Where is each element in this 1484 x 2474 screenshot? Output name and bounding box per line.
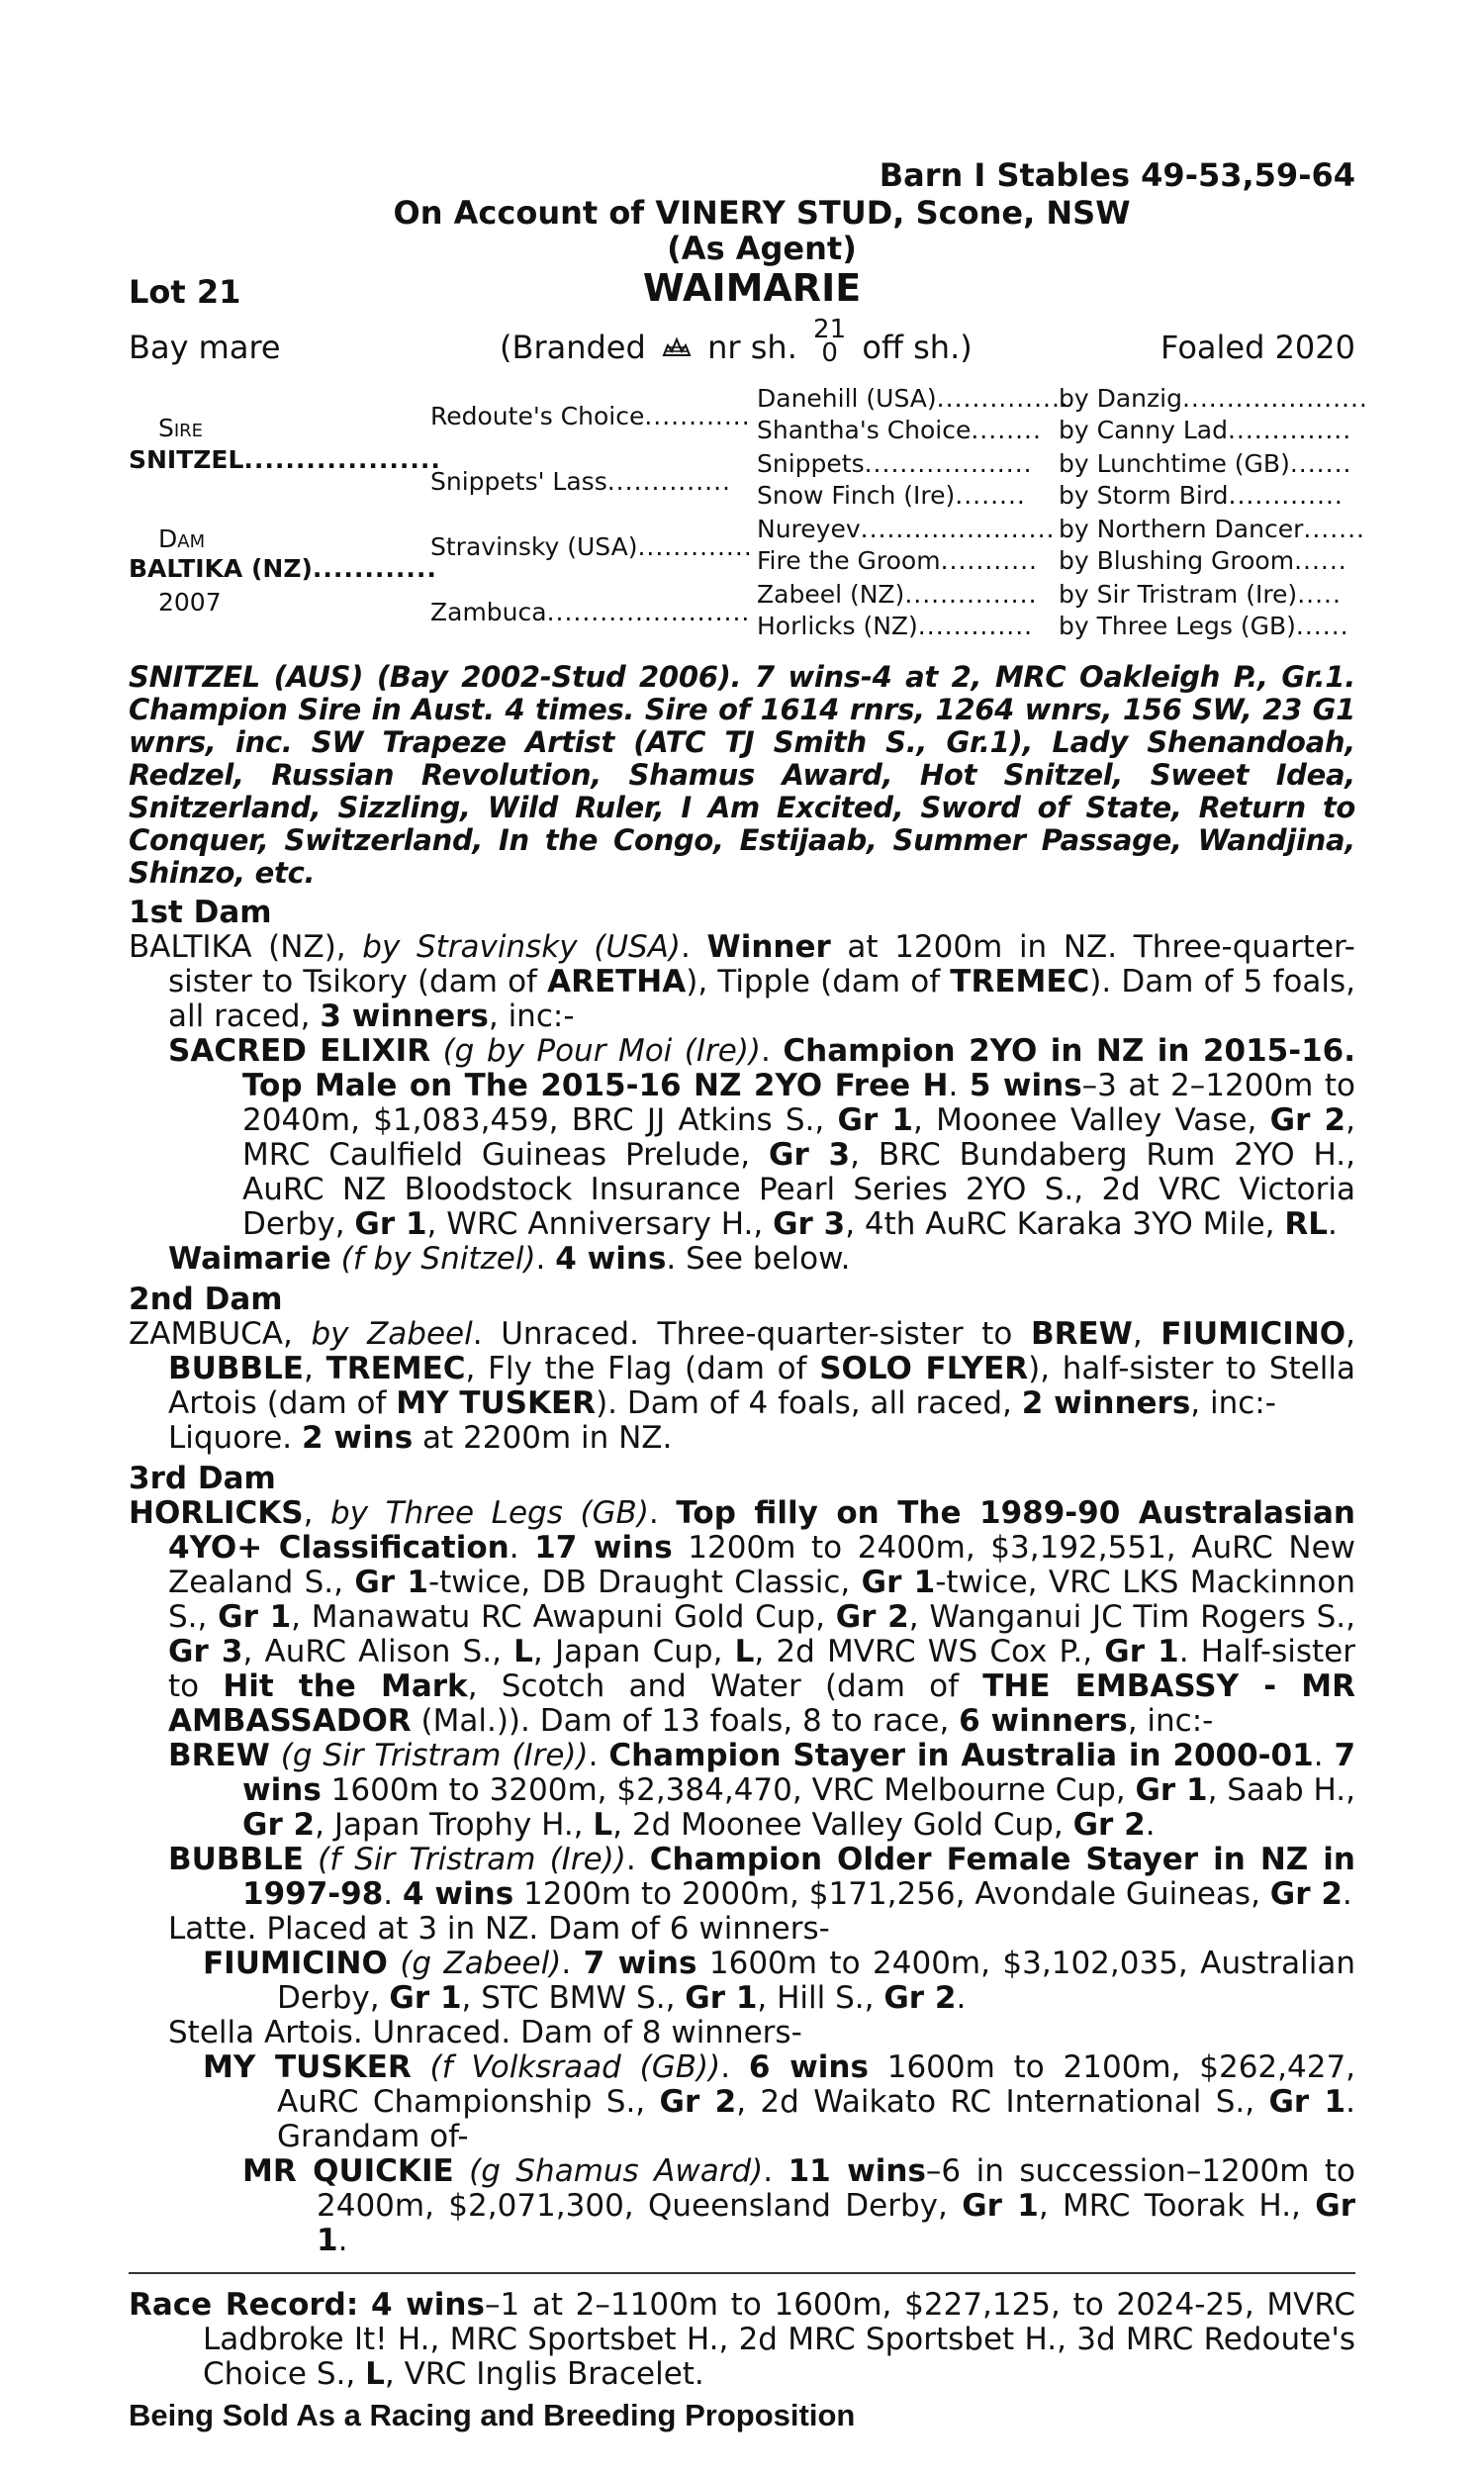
section-divider: [129, 2272, 1355, 2274]
txt: L: [365, 2356, 385, 2392]
first-dam-heading: 1st Dam: [129, 895, 272, 930]
txt: ZAMBUCA,: [129, 1316, 312, 1352]
txt: .: [956, 1980, 967, 2016]
txt: Liquore.: [168, 1420, 303, 1456]
race-record: [129, 2288, 1355, 2392]
txt: [388, 1946, 400, 1981]
ggp-6-by: by Blushing Groom......: [1059, 546, 1347, 575]
txt: BREW: [168, 1738, 270, 1773]
txt: 11 wins: [788, 2153, 926, 2189]
txt: , inc:-: [1190, 1385, 1276, 1421]
txt: . Unraced. Three-quarter-sister to: [472, 1316, 1031, 1352]
txt: Gr 1: [861, 1565, 936, 1600]
txt: MR QUICKIE: [242, 2153, 454, 2189]
brand-near: nr sh.: [707, 329, 797, 366]
ggp-5: Nureyev......................: [757, 515, 1056, 543]
txt: .: [1145, 1807, 1156, 1843]
brand-mark-icon: [660, 333, 694, 359]
txt: , Manawatu RC Awapuni Gold Cup,: [291, 1599, 836, 1635]
txt: ). Dam of 5 foals, all raced,: [168, 964, 1355, 1034]
txt: Gr 3: [769, 1137, 851, 1173]
ggp-3-by-text: by Lunchtime (GB): [1059, 449, 1290, 478]
txt: (g Sir Tristram (Ire)): [280, 1738, 589, 1773]
latte-entry: Latte. Placed at 3 in NZ. Dam of 6 winners-: [168, 1911, 830, 1947]
txt: , MRC Toorak H.,: [1038, 2188, 1316, 2224]
txt: [304, 1842, 318, 1877]
txt: , Moonee Valley Vase,: [913, 1102, 1270, 1138]
txt: ), Tipple (dam of: [686, 964, 951, 999]
brand-off: off sh.): [862, 329, 973, 366]
txt: 3 winners: [320, 999, 489, 1034]
txt: TREMEC: [325, 1351, 466, 1386]
txt: 7 wins: [583, 1946, 697, 1981]
fiumicino-entry: [129, 1947, 1355, 2016]
txt: 4 wins: [370, 2287, 485, 2323]
txt: 6 wins: [748, 2049, 869, 2085]
txt: .: [535, 1241, 556, 1277]
txt: BUBBLE: [168, 1842, 304, 1877]
ggp-5-by-text: by Northern Dancer: [1059, 515, 1304, 543]
txt: Champion 2YO in NZ in 2015-16. Top Male on The 2015-16 NZ 2YO Free H: [242, 1033, 1355, 1103]
txt: .: [588, 1738, 609, 1773]
txt: ). Dam of 4 foals, all raced,: [596, 1385, 1022, 1421]
ggp-4-by: by Storm Bird.............: [1059, 481, 1344, 510]
txt: 7 wins: [242, 1738, 1356, 1808]
txt: , VRC Inglis Bracelet.: [384, 2356, 704, 2392]
txt: [331, 1241, 341, 1277]
txt: Gr 1: [962, 2188, 1039, 2224]
bubble-entry: [129, 1843, 1355, 1912]
txt: ,: [304, 1351, 326, 1386]
dam-sire-text: Stravinsky (USA): [430, 532, 638, 561]
txt: TREMEC: [950, 964, 1090, 999]
ggp-8-by-text: by Three Legs (GB): [1059, 612, 1296, 640]
ggp-2-name: Shantha's Choice: [757, 416, 972, 444]
txt: Gr 3: [168, 1634, 243, 1669]
txt: 6 winners: [959, 1703, 1128, 1739]
sire-name: SNITZEL...................: [129, 445, 441, 474]
txt: .: [948, 1068, 970, 1103]
txt: (g Zabeel): [400, 1946, 562, 1981]
txt: Gr 2: [1072, 1807, 1146, 1843]
ggp-3: Snippets...................: [757, 449, 1033, 478]
txt: , Wanganui JC Tim Rogers S.,: [908, 1599, 1355, 1635]
ggp-8-by: by Three Legs (GB)......: [1059, 612, 1349, 640]
sire-dam: Snippets' Lass..............: [430, 467, 731, 496]
txt: 1200m to 2400m, $3,192,551, AuRC New Zealand S.,: [168, 1530, 1355, 1600]
ggp-1-by-text: by Danzig: [1059, 384, 1182, 413]
ggp-8: Horlicks (NZ).............: [757, 612, 1034, 640]
ggp-1-by: by Danzig.....................: [1059, 384, 1368, 413]
txt: THE EMBASSY - MR AMBASSADOR: [168, 1668, 1355, 1739]
txt: (f Sir Tristram (Ire)): [318, 1842, 626, 1877]
txt: Gr 1: [317, 2188, 1355, 2258]
txt: , Scotch and Water (dam of: [467, 1668, 983, 1704]
second-dam-entry: [129, 1317, 1355, 1421]
ggp-6-by-text: by Blushing Groom: [1059, 546, 1295, 575]
liquore-entry: [129, 1421, 1355, 1456]
ggp-3-by: by Lunchtime (GB).......: [1059, 449, 1352, 478]
txt: , STC BMW S.,: [461, 1980, 686, 2016]
txt: Gr 1: [354, 1565, 428, 1600]
first-dam-entry: [129, 930, 1355, 1034]
txt: Gr 2: [835, 1599, 909, 1635]
ggp-8-name: Horlicks (NZ): [757, 612, 918, 640]
txt: Winner: [706, 929, 831, 965]
dam-name-text: BALTIKA (NZ): [129, 554, 313, 583]
txt: 4 wins: [555, 1241, 667, 1277]
txt: MY TUSKER: [396, 1385, 597, 1421]
txt: Waimarie: [168, 1241, 331, 1277]
txt: FIUMICINO: [1160, 1316, 1346, 1352]
sire-dam-text: Snippets' Lass: [430, 467, 607, 496]
txt: L: [734, 1634, 755, 1669]
txt: [454, 2153, 469, 2189]
dam-dam: Zambuca.......................: [430, 598, 751, 626]
txt: by Zabeel: [311, 1316, 473, 1352]
txt: , WRC Anniversary H.,: [426, 1206, 774, 1242]
txt: , Japan Cup,: [532, 1634, 735, 1669]
txt: , 2d Waikato RC International S.,: [736, 2084, 1269, 2120]
pedigree-table: [129, 384, 1368, 653]
sale-proposition: Being Sold As a Racing and Breeding Proposition: [129, 2398, 856, 2432]
ggp-5-name: Nureyev: [757, 515, 861, 543]
txt: FIUMICINO: [203, 1946, 388, 1981]
txt: Gr 2: [659, 2084, 737, 2120]
txt: . See below.: [666, 1241, 851, 1277]
txt: .: [720, 2049, 749, 2085]
txt: Race Record:: [129, 2287, 359, 2323]
txt: BUBBLE: [168, 1351, 304, 1386]
txt: –1 at 2–1100m to 1600m, $227,125, to 2024-25, MVRC Ladbroke It! H., MRC Sportsbet H., 2d MRC Sportsbet H., 3d MRC Redoute's Choice S.,: [203, 2287, 1356, 2392]
brand-info: [500, 315, 973, 368]
txt: , AuRC Alison S.,: [242, 1634, 514, 1669]
txt: , 2d MVRC WS Cox P.,: [754, 1634, 1105, 1669]
txt: –6 in succession–1200m to 2400m, $2,071,300, Queensland Derby,: [317, 2153, 1356, 2224]
txt: Gr 1: [354, 1206, 427, 1242]
txt: Gr 1: [389, 1980, 462, 2016]
txt: -twice, DB Draught Classic,: [427, 1565, 862, 1600]
txt: . Grandam of-: [277, 2084, 1355, 2154]
stella-entry: Stella Artois. Unraced. Dam of 8 winners-: [168, 2015, 802, 2050]
txt: , BRC Bundaberg Rum 2YO H., AuRC NZ Bloodstock Insurance Pearl Series 2YO S., 2d VRC Victoria Derby,: [242, 1137, 1355, 1242]
lot-number: Lot 21: [129, 273, 241, 311]
horse-sex: Bay mare: [129, 329, 281, 366]
txt: .: [763, 2153, 788, 2189]
horse-name: WAIMARIE: [642, 266, 862, 310]
txt: [430, 1033, 443, 1069]
ggp-1-name: Danehill (USA): [757, 384, 937, 413]
txt: (Mal.)). Dam of 13 foals, 8 to race,: [411, 1703, 960, 1739]
ggp-7-by-text: by Sir Tristram (Ire): [1059, 580, 1298, 609]
txt: [358, 2287, 371, 2323]
ggp-4: Snow Finch (Ire)........: [757, 481, 1026, 510]
txt: Champion Older Female Stayer in NZ in 1997-98: [242, 1842, 1355, 1912]
txt: Hit the Mark: [223, 1668, 468, 1704]
txt: (g Shamus Award): [469, 2153, 764, 2189]
txt: , Saab H.,: [1207, 1772, 1355, 1808]
txt: SACRED ELIXIR: [168, 1033, 431, 1069]
brand-number-top: 21: [813, 315, 847, 344]
txt: L: [593, 1807, 613, 1843]
txt: [270, 1738, 281, 1773]
txt: ,: [303, 1495, 331, 1531]
txt: , 2d Moonee Valley Gold Cup,: [612, 1807, 1073, 1843]
txt: –3 at 2–1200m to 2040m, $1,083,459, BRC JJ Atkins S.,: [242, 1068, 1355, 1138]
txt: Gr 2: [1269, 1102, 1346, 1138]
txt: , inc:-: [1127, 1703, 1214, 1739]
txt: HORLICKS: [129, 1495, 304, 1531]
txt: 2 wins: [302, 1420, 414, 1456]
lot-row: [129, 266, 1355, 319]
txt: .: [509, 1530, 535, 1566]
third-dam-entry: [129, 1496, 1355, 1739]
txt: by Stravinsky (USA): [362, 929, 681, 965]
txt: Champion Stayer in Australia in 2000-01: [608, 1738, 1314, 1773]
foaled-year: Foaled 2020: [1160, 329, 1355, 366]
my-tusker-entry: [129, 2050, 1355, 2154]
txt: .: [337, 2223, 348, 2258]
txt: 1600m to 3200m, $2,384,470, VRC Melbourne Cup,: [321, 1772, 1136, 1808]
txt: by Three Legs (GB): [330, 1495, 649, 1531]
txt: (g by Pour Moi (Ire)): [442, 1033, 762, 1069]
sire-summary: SNITZEL (AUS) (Bay 2002-Stud 2006). 7 wins-4 at 2, MRC Oakleigh P., Gr.1. Champion Sire in Aust. 4 times. Sire of 1614 rnrs, 1264 wnrs, 156 SW, 23 G1 wnrs, inc. SW Trapeze Artist (ATC TJ Smith S., Gr.1), Lady Shenandoah, Redzel, Russian Revolution, Shamus Award, Hot Snitzel, Sweet Idea, Snitzerland, Sizzling, Wild Ruler, I Am Excited, Sword of State, Return to Conquer, Switzerland, In the Congo, Estijaab, Summer Passage, Wandjina, Shinzo, etc.: [129, 660, 1355, 890]
txt: RL: [1284, 1206, 1329, 1242]
sire-name-text: SNITZEL: [129, 445, 244, 474]
sire-sire: Redoute's Choice............: [430, 402, 751, 430]
txt: .: [561, 1946, 584, 1981]
brand-number: [813, 315, 847, 368]
txt: BALTIKA (NZ),: [129, 929, 363, 965]
ggp-7-name: Zabeel (NZ): [757, 580, 905, 609]
txt: 17 wins: [534, 1530, 673, 1566]
brand-number-bottom: 0: [821, 338, 838, 368]
dam-label: Dam: [158, 524, 206, 553]
txt: 4 wins: [403, 1876, 514, 1912]
sacred-elixir-entry: [129, 1034, 1355, 1242]
txt: .: [681, 929, 707, 965]
ggp-6-name: Fire the Groom: [757, 546, 941, 575]
txt: Gr 1: [218, 1599, 292, 1635]
txt: , Hill S.,: [757, 1980, 884, 2016]
ggp-2-by: by Canny Lad..............: [1059, 416, 1352, 444]
ggp-2-by-text: by Canny Lad: [1059, 416, 1228, 444]
txt: 5 wins: [969, 1068, 1082, 1103]
ggp-2: Shantha's Choice........: [757, 416, 1042, 444]
txt: Gr 1: [837, 1102, 914, 1138]
txt: MY TUSKER: [203, 2049, 412, 2085]
brew-entry: [129, 1739, 1355, 1843]
txt: Gr 1: [685, 1980, 758, 2016]
dam-year: 2007: [158, 588, 222, 617]
txt: SOLO FLYER: [819, 1351, 1029, 1386]
txt: 1200m to 2000m, $171,256, Avondale Guineas,: [513, 1876, 1270, 1912]
ggp-4-by-text: by Storm Bird: [1059, 481, 1229, 510]
ggp-5-by: by Northern Dancer.......: [1059, 515, 1366, 543]
txt: BREW: [1030, 1316, 1133, 1352]
txt: -twice, VRC LKS Mackinnon S.,: [168, 1565, 1355, 1635]
waimarie-entry: [129, 1242, 1355, 1277]
txt: , MRC Caulfield Guineas Prelude,: [242, 1102, 1355, 1173]
ggp-3-name: Snippets: [757, 449, 865, 478]
txt: .: [648, 1495, 677, 1531]
txt: , Japan Trophy H.,: [315, 1807, 594, 1843]
txt: Gr 1: [1268, 2084, 1346, 2120]
sire-sire-text: Redoute's Choice: [430, 402, 645, 430]
vendor-account: On Account of VINERY STUD, Scone, NSW: [393, 194, 1131, 232]
txt: Gr 1: [1135, 1772, 1208, 1808]
txt: , inc:-: [488, 999, 575, 1034]
txt: 1600m to 2400m, $3,102,035, Australian Derby,: [277, 1946, 1356, 2016]
txt: Gr 2: [242, 1807, 316, 1843]
barn-location: Barn I Stables 49-53,59-64: [879, 156, 1355, 194]
txt: Gr 2: [1269, 1876, 1343, 1912]
dam-dam-text: Zambuca: [430, 598, 547, 626]
txt: 1600m to 2100m, $262,427, AuRC Championship S.,: [277, 2049, 1356, 2120]
txt: .: [625, 1842, 650, 1877]
brand-prefix: (Branded: [500, 329, 646, 366]
vendor-agent: (As Agent): [667, 230, 857, 267]
txt: .: [1328, 1206, 1338, 1242]
txt: , 4th AuRC Karaka 3YO Mile,: [845, 1206, 1285, 1242]
txt: Gr 1: [1104, 1634, 1179, 1669]
brand-row: [129, 315, 1355, 380]
txt: Gr 2: [883, 1980, 957, 2016]
second-dam-heading: 2nd Dam: [129, 1282, 283, 1317]
txt: (f Volksraad (GB)): [429, 2049, 721, 2085]
txt: L: [513, 1634, 533, 1669]
catalogue-page: [129, 156, 1368, 2432]
txt: Gr 3: [773, 1206, 846, 1242]
ggp-7: Zabeel (NZ)...............: [757, 580, 1038, 609]
txt: Top filly on The 1989-90 Australasian 4YO+ Classification: [168, 1495, 1355, 1566]
txt: .: [1342, 1876, 1352, 1912]
txt: 2 winners: [1021, 1385, 1191, 1421]
ggp-7-by: by Sir Tristram (Ire).....: [1059, 580, 1342, 609]
txt: .: [1313, 1738, 1335, 1773]
txt: ,: [1345, 1316, 1355, 1352]
txt: at 1200m in NZ. Three-quarter-sister to Tsikory (dam of: [168, 929, 1355, 999]
txt: ), half-sister to Stella Artois (dam of: [168, 1351, 1355, 1421]
txt: , Fly the Flag (dam of: [465, 1351, 820, 1386]
txt: .: [761, 1033, 784, 1069]
txt: . Half-sister to: [168, 1634, 1355, 1704]
txt: [412, 2049, 430, 2085]
txt: ARETHA: [547, 964, 687, 999]
dam-sire: Stravinsky (USA).............: [430, 532, 753, 561]
txt: at 2200m in NZ.: [413, 1420, 673, 1456]
sire-label: Sire: [158, 414, 204, 442]
txt: ,: [1132, 1316, 1161, 1352]
dam-name: BALTIKA (NZ)............: [129, 554, 437, 583]
mr-quickie-entry: [129, 2154, 1355, 2258]
txt: (f by Snitzel): [340, 1241, 536, 1277]
ggp-6: Fire the Groom...........: [757, 546, 1039, 575]
ggp-1: Danehill (USA)...............: [757, 384, 1069, 413]
txt: .: [383, 1876, 404, 1912]
ggp-4-name: Snow Finch (Ire): [757, 481, 956, 510]
third-dam-heading: 3rd Dam: [129, 1461, 276, 1496]
